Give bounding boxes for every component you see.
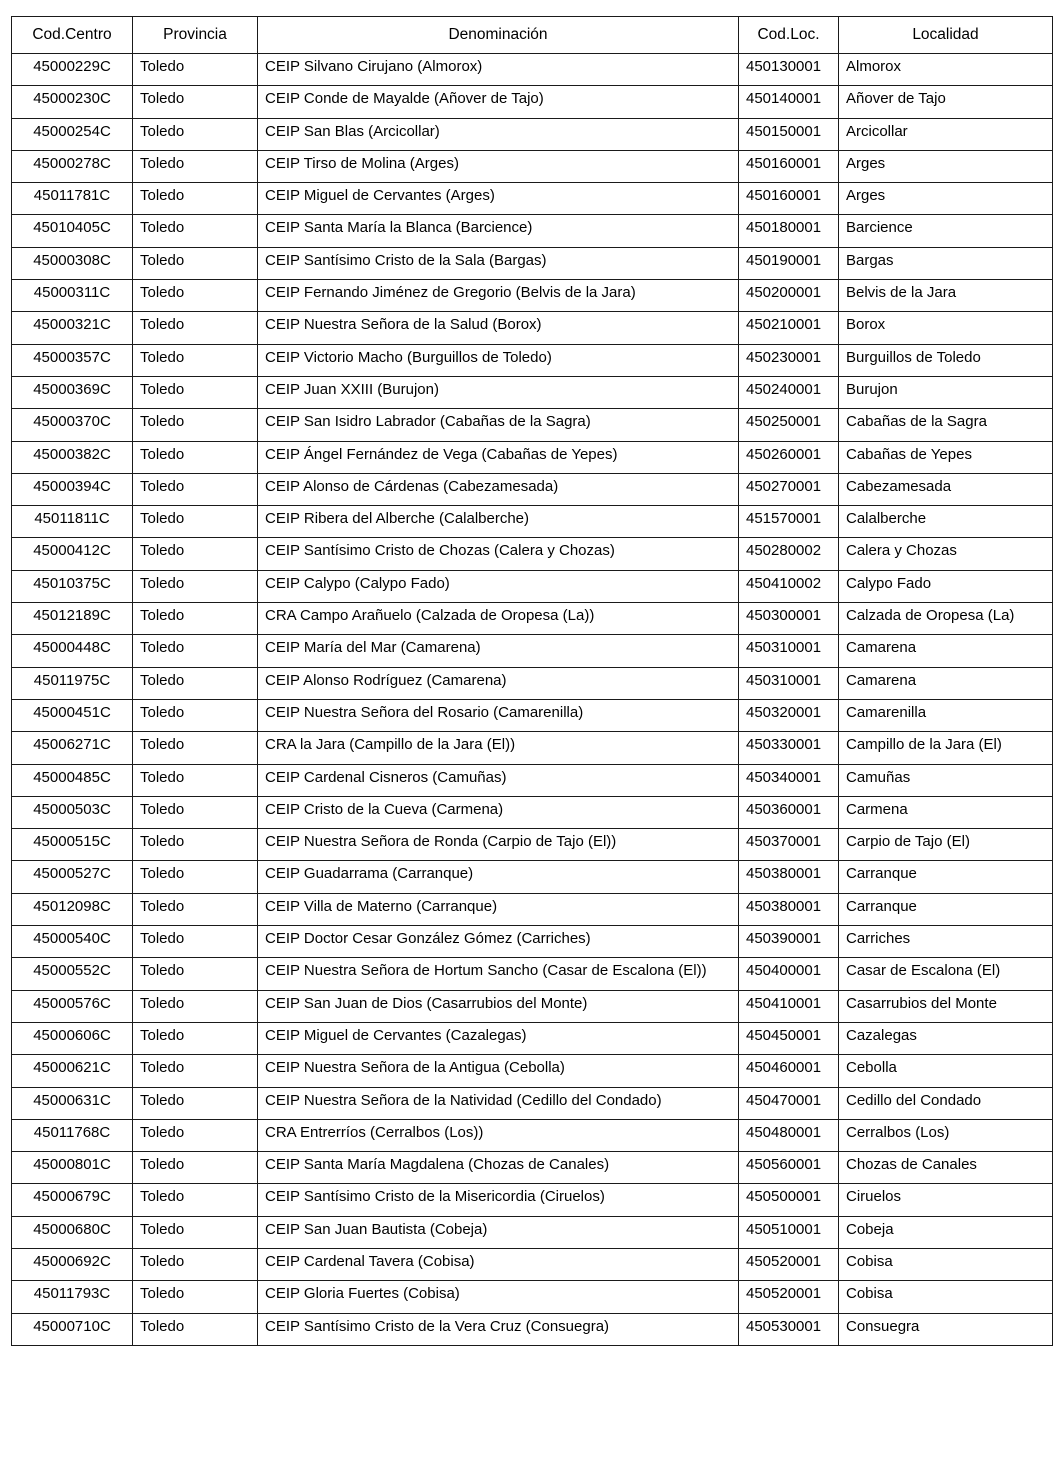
cod-loc-cell: 450240001: [739, 376, 839, 408]
cod-loc-cell: 450500001: [739, 1184, 839, 1216]
denominacion-cell: CEIP Santísimo Cristo de la Vera Cruz (Consuegra): [258, 1313, 739, 1345]
cod-loc-cell: 450510001: [739, 1216, 839, 1248]
localidad-cell: Cobeja: [839, 1216, 1053, 1248]
cod-centro-cell: 45000229C: [12, 54, 133, 86]
cod-centro-cell: 45000679C: [12, 1184, 133, 1216]
cod-loc-cell: 450130001: [739, 54, 839, 86]
provincia-cell: Toledo: [133, 183, 258, 215]
provincia-cell: Toledo: [133, 54, 258, 86]
localidad-cell: Borox: [839, 312, 1053, 344]
cod-loc-cell: 450410002: [739, 570, 839, 602]
provincia-cell: Toledo: [133, 1119, 258, 1151]
denominacion-cell: CEIP Conde de Mayalde (Añover de Tajo): [258, 86, 739, 118]
provincia-cell: Toledo: [133, 1152, 258, 1184]
denominacion-cell: CEIP Cardenal Tavera (Cobisa): [258, 1248, 739, 1280]
cod-centro-cell: 45000527C: [12, 861, 133, 893]
denominacion-cell: CEIP Villa de Materno (Carranque): [258, 893, 739, 925]
provincia-cell: Toledo: [133, 473, 258, 505]
denominacion-cell: CEIP Doctor Cesar González Gómez (Carriches): [258, 926, 739, 958]
localidad-cell: Carpio de Tajo (El): [839, 829, 1053, 861]
table-row: [12, 1248, 1053, 1280]
localidad-cell: Burguillos de Toledo: [839, 344, 1053, 376]
table-row: [12, 1022, 1053, 1054]
cod-centro-cell: 45000308C: [12, 247, 133, 279]
table-row: [12, 796, 1053, 828]
table-row: [12, 570, 1053, 602]
localidad-cell: Camarena: [839, 667, 1053, 699]
localidad-cell: Almorox: [839, 54, 1053, 86]
cod-loc-cell: 450340001: [739, 764, 839, 796]
provincia-cell: Toledo: [133, 247, 258, 279]
cod-loc-cell: 450460001: [739, 1055, 839, 1087]
cod-centro-cell: 45011811C: [12, 506, 133, 538]
cod-centro-cell: 45000448C: [12, 635, 133, 667]
cod-loc-cell: 450210001: [739, 312, 839, 344]
localidad-cell: Carranque: [839, 861, 1053, 893]
table-row: [12, 183, 1053, 215]
cod-loc-cell: 450480001: [739, 1119, 839, 1151]
table-row: [12, 1313, 1053, 1345]
provincia-cell: Toledo: [133, 958, 258, 990]
localidad-cell: Carranque: [839, 893, 1053, 925]
cod-loc-cell: 450310001: [739, 635, 839, 667]
table-row: [12, 1184, 1053, 1216]
localidad-cell: Bargas: [839, 247, 1053, 279]
cod-centro-cell: 45010405C: [12, 215, 133, 247]
cod-loc-cell: 450180001: [739, 215, 839, 247]
table-row: [12, 118, 1053, 150]
cod-centro-cell: 45000503C: [12, 796, 133, 828]
provincia-cell: Toledo: [133, 1087, 258, 1119]
localidad-cell: Cobisa: [839, 1248, 1053, 1280]
table-row: [12, 344, 1053, 376]
table-row: [12, 667, 1053, 699]
header-cod-loc: Cod.Loc.: [739, 17, 839, 54]
cod-loc-cell: 450410001: [739, 990, 839, 1022]
header-denominacion: Denominación: [258, 17, 739, 54]
cod-loc-cell: 450140001: [739, 86, 839, 118]
cod-loc-cell: 450200001: [739, 280, 839, 312]
cod-loc-cell: 451570001: [739, 506, 839, 538]
denominacion-cell: CEIP Gloria Fuertes (Cobisa): [258, 1281, 739, 1313]
cod-loc-cell: 450370001: [739, 829, 839, 861]
cod-centro-cell: 45012189C: [12, 603, 133, 635]
table-row: [12, 506, 1053, 538]
table-row: [12, 215, 1053, 247]
cod-centro-cell: 45000710C: [12, 1313, 133, 1345]
table-row: [12, 990, 1053, 1022]
localidad-cell: Cabañas de la Sagra: [839, 409, 1053, 441]
provincia-cell: Toledo: [133, 861, 258, 893]
cod-loc-cell: 450300001: [739, 603, 839, 635]
cod-centro-cell: 45000254C: [12, 118, 133, 150]
localidad-cell: Camarenilla: [839, 699, 1053, 731]
table-row: [12, 1152, 1053, 1184]
cod-centro-cell: 45000680C: [12, 1216, 133, 1248]
localidad-cell: Consuegra: [839, 1313, 1053, 1345]
cod-centro-cell: 45000801C: [12, 1152, 133, 1184]
cod-loc-cell: 450360001: [739, 796, 839, 828]
table-row: [12, 538, 1053, 570]
cod-centro-cell: 45010375C: [12, 570, 133, 602]
localidad-cell: Carmena: [839, 796, 1053, 828]
cod-centro-cell: 45006271C: [12, 732, 133, 764]
denominacion-cell: CEIP Cristo de la Cueva (Carmena): [258, 796, 739, 828]
provincia-cell: Toledo: [133, 990, 258, 1022]
localidad-cell: Calalberche: [839, 506, 1053, 538]
provincia-cell: Toledo: [133, 409, 258, 441]
localidad-cell: Belvis de la Jara: [839, 280, 1053, 312]
cod-centro-cell: 45000606C: [12, 1022, 133, 1054]
denominacion-cell: CEIP Miguel de Cervantes (Arges): [258, 183, 739, 215]
table-row: [12, 926, 1053, 958]
provincia-cell: Toledo: [133, 1248, 258, 1280]
denominacion-cell: CEIP Nuestra Señora de Ronda (Carpio de Tajo (El)): [258, 829, 739, 861]
cod-centro-cell: 45000311C: [12, 280, 133, 312]
localidad-cell: Calera y Chozas: [839, 538, 1053, 570]
cod-centro-cell: 45000394C: [12, 473, 133, 505]
provincia-cell: Toledo: [133, 1216, 258, 1248]
denominacion-cell: CEIP Juan XXIII (Burujon): [258, 376, 739, 408]
denominacion-cell: CEIP Victorio Macho (Burguillos de Toledo): [258, 344, 739, 376]
localidad-cell: Chozas de Canales: [839, 1152, 1053, 1184]
denominacion-cell: CEIP Nuestra Señora de la Antigua (Cebolla): [258, 1055, 739, 1087]
provincia-cell: Toledo: [133, 1281, 258, 1313]
denominacion-cell: CEIP Nuestra Señora de la Salud (Borox): [258, 312, 739, 344]
cod-centro-cell: 45011768C: [12, 1119, 133, 1151]
cod-centro-cell: 45000357C: [12, 344, 133, 376]
denominacion-cell: CEIP Santísimo Cristo de la Sala (Bargas): [258, 247, 739, 279]
denominacion-cell: CEIP Fernando Jiménez de Gregorio (Belvis de la Jara): [258, 280, 739, 312]
denominacion-cell: CEIP Nuestra Señora de la Natividad (Cedillo del Condado): [258, 1087, 739, 1119]
cod-loc-cell: 450310001: [739, 667, 839, 699]
table-row: [12, 86, 1053, 118]
cod-centro-cell: 45000230C: [12, 86, 133, 118]
table-row: [12, 861, 1053, 893]
localidad-cell: Casar de Escalona (El): [839, 958, 1053, 990]
table-row: [12, 54, 1053, 86]
provincia-cell: Toledo: [133, 796, 258, 828]
cod-centro-cell: 45000621C: [12, 1055, 133, 1087]
cod-loc-cell: 450250001: [739, 409, 839, 441]
denominacion-cell: CEIP María del Mar (Camarena): [258, 635, 739, 667]
cod-loc-cell: 450280002: [739, 538, 839, 570]
provincia-cell: Toledo: [133, 441, 258, 473]
provincia-cell: Toledo: [133, 344, 258, 376]
cod-loc-cell: 450190001: [739, 247, 839, 279]
denominacion-cell: CEIP Calypo (Calypo Fado): [258, 570, 739, 602]
cod-loc-cell: 450520001: [739, 1248, 839, 1280]
provincia-cell: Toledo: [133, 538, 258, 570]
localidad-cell: Cerralbos (Los): [839, 1119, 1053, 1151]
cod-loc-cell: 450380001: [739, 893, 839, 925]
denominacion-cell: CEIP Santísimo Cristo de la Misericordia (Ciruelos): [258, 1184, 739, 1216]
denominacion-cell: CEIP San Juan Bautista (Cobeja): [258, 1216, 739, 1248]
table-row: [12, 376, 1053, 408]
denominacion-cell: CEIP Tirso de Molina (Arges): [258, 150, 739, 182]
denominacion-cell: CEIP Nuestra Señora del Rosario (Camarenilla): [258, 699, 739, 731]
localidad-cell: Arges: [839, 183, 1053, 215]
localidad-cell: Carriches: [839, 926, 1053, 958]
denominacion-cell: CRA Campo Arañuelo (Calzada de Oropesa (La)): [258, 603, 739, 635]
table-row: [12, 1087, 1053, 1119]
table-row: [12, 441, 1053, 473]
provincia-cell: Toledo: [133, 1184, 258, 1216]
cod-centro-cell: 45011781C: [12, 183, 133, 215]
localidad-cell: Cabañas de Yepes: [839, 441, 1053, 473]
cod-loc-cell: 450520001: [739, 1281, 839, 1313]
cod-loc-cell: 450450001: [739, 1022, 839, 1054]
provincia-cell: Toledo: [133, 764, 258, 796]
denominacion-cell: CEIP Nuestra Señora de Hortum Sancho (Casar de Escalona (El)): [258, 958, 739, 990]
provincia-cell: Toledo: [133, 1022, 258, 1054]
provincia-cell: Toledo: [133, 118, 258, 150]
cod-centro-cell: 45000369C: [12, 376, 133, 408]
table-row: [12, 732, 1053, 764]
provincia-cell: Toledo: [133, 699, 258, 731]
table-row: [12, 1216, 1053, 1248]
header-cod-centro: Cod.Centro: [12, 17, 133, 54]
localidad-cell: Calzada de Oropesa (La): [839, 603, 1053, 635]
provincia-cell: Toledo: [133, 893, 258, 925]
cod-loc-cell: 450390001: [739, 926, 839, 958]
cod-centro-cell: 45000412C: [12, 538, 133, 570]
table-row: [12, 893, 1053, 925]
table-row: [12, 1055, 1053, 1087]
table-row: [12, 280, 1053, 312]
localidad-cell: Arcicollar: [839, 118, 1053, 150]
table-row: [12, 473, 1053, 505]
provincia-cell: Toledo: [133, 86, 258, 118]
cod-centro-cell: 45011793C: [12, 1281, 133, 1313]
denominacion-cell: CEIP Alonso de Cárdenas (Cabezamesada): [258, 473, 739, 505]
cod-loc-cell: 450160001: [739, 183, 839, 215]
cod-centro-cell: 45012098C: [12, 893, 133, 925]
cod-loc-cell: 450270001: [739, 473, 839, 505]
denominacion-cell: CRA la Jara (Campillo de la Jara (El)): [258, 732, 739, 764]
cod-loc-cell: 450330001: [739, 732, 839, 764]
localidad-cell: Calypo Fado: [839, 570, 1053, 602]
table-row: [12, 603, 1053, 635]
cod-centro-cell: 45000515C: [12, 829, 133, 861]
provincia-cell: Toledo: [133, 280, 258, 312]
table-body: [12, 54, 1053, 1346]
schools-table: [11, 16, 1053, 1346]
table-row: [12, 829, 1053, 861]
localidad-cell: Camarena: [839, 635, 1053, 667]
provincia-cell: Toledo: [133, 603, 258, 635]
header-row: [12, 17, 1053, 54]
localidad-cell: Añover de Tajo: [839, 86, 1053, 118]
provincia-cell: Toledo: [133, 926, 258, 958]
localidad-cell: Cazalegas: [839, 1022, 1053, 1054]
table-row: [12, 312, 1053, 344]
denominacion-cell: CEIP Alonso Rodríguez (Camarena): [258, 667, 739, 699]
table-row: [12, 958, 1053, 990]
cod-loc-cell: 450150001: [739, 118, 839, 150]
table-row: [12, 1119, 1053, 1151]
cod-loc-cell: 450380001: [739, 861, 839, 893]
table-header: [12, 17, 1053, 54]
provincia-cell: Toledo: [133, 570, 258, 602]
denominacion-cell: CEIP Santa María la Blanca (Barcience): [258, 215, 739, 247]
header-localidad: Localidad: [839, 17, 1053, 54]
provincia-cell: Toledo: [133, 376, 258, 408]
cod-centro-cell: 45000631C: [12, 1087, 133, 1119]
denominacion-cell: CEIP Santa María Magdalena (Chozas de Canales): [258, 1152, 739, 1184]
provincia-cell: Toledo: [133, 1313, 258, 1345]
cod-centro-cell: 45000692C: [12, 1248, 133, 1280]
table-row: [12, 150, 1053, 182]
provincia-cell: Toledo: [133, 1055, 258, 1087]
localidad-cell: Barcience: [839, 215, 1053, 247]
localidad-cell: Cobisa: [839, 1281, 1053, 1313]
table-row: [12, 247, 1053, 279]
cod-centro-cell: 45000370C: [12, 409, 133, 441]
denominacion-cell: CEIP San Juan de Dios (Casarrubios del Monte): [258, 990, 739, 1022]
localidad-cell: Cabezamesada: [839, 473, 1053, 505]
provincia-cell: Toledo: [133, 150, 258, 182]
cod-centro-cell: 45000576C: [12, 990, 133, 1022]
provincia-cell: Toledo: [133, 732, 258, 764]
cod-centro-cell: 45000321C: [12, 312, 133, 344]
localidad-cell: Casarrubios del Monte: [839, 990, 1053, 1022]
provincia-cell: Toledo: [133, 635, 258, 667]
cod-centro-cell: 45000382C: [12, 441, 133, 473]
provincia-cell: Toledo: [133, 312, 258, 344]
denominacion-cell: CEIP Cardenal Cisneros (Camuñas): [258, 764, 739, 796]
table-row: [12, 764, 1053, 796]
header-provincia: Provincia: [133, 17, 258, 54]
localidad-cell: Arges: [839, 150, 1053, 182]
localidad-cell: Camuñas: [839, 764, 1053, 796]
provincia-cell: Toledo: [133, 667, 258, 699]
denominacion-cell: CEIP San Isidro Labrador (Cabañas de la Sagra): [258, 409, 739, 441]
localidad-cell: Campillo de la Jara (El): [839, 732, 1053, 764]
cod-loc-cell: 450400001: [739, 958, 839, 990]
cod-loc-cell: 450470001: [739, 1087, 839, 1119]
denominacion-cell: CEIP Miguel de Cervantes (Cazalegas): [258, 1022, 739, 1054]
cod-loc-cell: 450530001: [739, 1313, 839, 1345]
denominacion-cell: CEIP San Blas (Arcicollar): [258, 118, 739, 150]
denominacion-cell: CEIP Ribera del Alberche (Calalberche): [258, 506, 739, 538]
cod-loc-cell: 450560001: [739, 1152, 839, 1184]
provincia-cell: Toledo: [133, 215, 258, 247]
cod-loc-cell: 450230001: [739, 344, 839, 376]
table-row: [12, 1281, 1053, 1313]
table-row: [12, 409, 1053, 441]
denominacion-cell: CEIP Ángel Fernández de Vega (Cabañas de Yepes): [258, 441, 739, 473]
cod-centro-cell: 45000552C: [12, 958, 133, 990]
cod-centro-cell: 45000540C: [12, 926, 133, 958]
cod-centro-cell: 45011975C: [12, 667, 133, 699]
denominacion-cell: CEIP Silvano Cirujano (Almorox): [258, 54, 739, 86]
localidad-cell: Burujon: [839, 376, 1053, 408]
cod-loc-cell: 450260001: [739, 441, 839, 473]
cod-loc-cell: 450320001: [739, 699, 839, 731]
provincia-cell: Toledo: [133, 829, 258, 861]
denominacion-cell: CEIP Santísimo Cristo de Chozas (Calera y Chozas): [258, 538, 739, 570]
cod-centro-cell: 45000278C: [12, 150, 133, 182]
cod-centro-cell: 45000451C: [12, 699, 133, 731]
cod-loc-cell: 450160001: [739, 150, 839, 182]
denominacion-cell: CRA Entrerríos (Cerralbos (Los)): [258, 1119, 739, 1151]
cod-centro-cell: 45000485C: [12, 764, 133, 796]
localidad-cell: Cedillo del Condado: [839, 1087, 1053, 1119]
localidad-cell: Cebolla: [839, 1055, 1053, 1087]
table-row: [12, 635, 1053, 667]
localidad-cell: Ciruelos: [839, 1184, 1053, 1216]
denominacion-cell: CEIP Guadarrama (Carranque): [258, 861, 739, 893]
provincia-cell: Toledo: [133, 506, 258, 538]
table-row: [12, 699, 1053, 731]
